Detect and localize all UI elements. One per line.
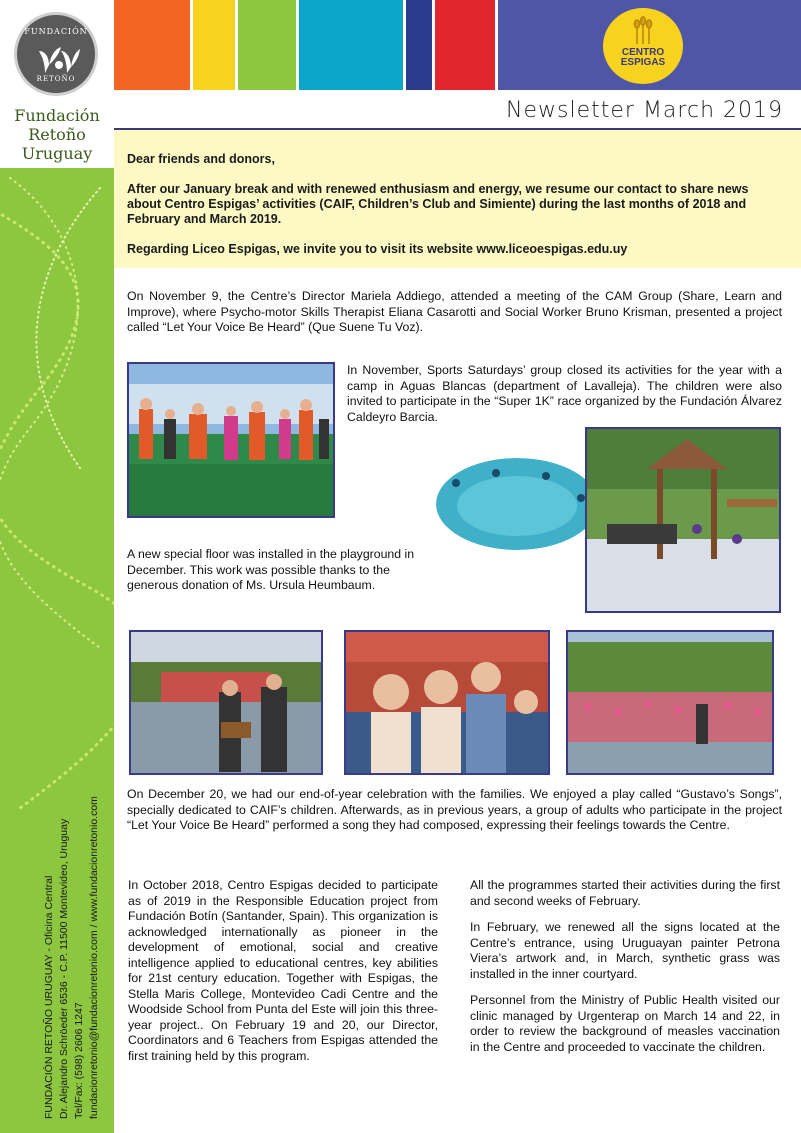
centro-espigas-logo [603, 8, 683, 84]
badge-label-line: ESPIGAS [620, 57, 666, 68]
photo-children-circle [127, 362, 335, 518]
logo-text-bottom: RETOÑO [36, 75, 76, 83]
badge-label-line: CENTRO [621, 47, 665, 58]
header-bar-red [435, 0, 495, 90]
photo-playground-floor [436, 458, 598, 550]
header-bar-navy [406, 0, 432, 90]
header-bar-orange [114, 0, 190, 90]
org-name-line: Uruguay [21, 144, 93, 163]
intro-box [114, 130, 801, 268]
sidebar [0, 0, 114, 1133]
photo-guests [344, 630, 550, 775]
logo-text-top: FUNDACIÓN [24, 27, 88, 36]
article-programmes-started: All the programmes started their activities during the first and second weeks of February. [470, 878, 780, 908]
contact-footer [12, 719, 102, 1119]
org-name-line: Fundación [14, 106, 100, 125]
badge-label [603, 48, 683, 68]
article-responsible-education: In October 2018, Centro Espigas decided to participate as of 2019 in the Responsible Education project from Fundación Botín (Santander, Spain). This organization is acknowledged internationally as pioneer in the development of emotional, social and creative intelligence applied to educational centres, key abilities for 21st century education. Together with Espigas, the Stella Maris College, Montevideo Cadi Centre and the Woodside School from Punta del Este will join this three-year project.. On February 19 and 20, our Director, Coordinators and 6 Teachers from Espigas attended the first training held by this program. [128, 878, 438, 1063]
sprout-icon [37, 39, 81, 75]
article-cam-meeting: On November 9, the Centre’s Director Mariela Addiego, attended a meeting of the CAM Group (Share, Learn and Improve), where Psycho-motor Skills Therapist Eliana Casarotti and Social Worker Bruno Krisman, presented a project called “Let Your Voice Be Heard” (Que Suene Tu Voz). [127, 289, 782, 334]
header-bar-green [238, 0, 296, 90]
header-bar-yellow [193, 0, 235, 90]
footer-line: fundacionretonio@fundacionretonio.com / www.fundacionretonio.com [88, 796, 100, 1119]
fundacion-retono-logo [14, 12, 98, 96]
header-bar-cyan [299, 0, 403, 90]
intro-paragraph: After our January break and with renewed enthusiasm and energy, we resume our contact to share news about Centro Espigas’ activities (CAIF, Children’s Club and Simiente) during the last months of 2018 and February and March 2019. [127, 182, 749, 226]
article-health-visit: Personnel from the Ministry of Public Health visited our clinic managed by Urgenterap on March 14 and 22, in order to review the background of measles vaccination in the Centre and proceeded to vaccinate the children. [470, 993, 780, 1054]
article-sports-saturdays: In November, Sports Saturdays’ group closed its activities for the year with a camp in Aguas Blancas (department of Lavalleja). The children were also invited to participate in the “Super 1K” race organized by the Fundación Álvarez Caldeyro Barcia. [347, 363, 782, 424]
footer-line: Dr. Alejandro Schröeder 6536 - C.P. 11500 Montevideo, Uruguay [58, 818, 70, 1119]
footer-line: FUNDACIÓN RETOÑO URUGUAY - Oficina Central [43, 875, 55, 1119]
greeting: Dear friends and donors, [127, 152, 275, 166]
article-playground-floor: A new special floor was installed in the playground in December. This work was possible thanks to the generous donation of Ms. Ursula Heumbaum. [127, 547, 415, 592]
photo-playground-structure [585, 427, 781, 613]
photo-guitar-performance [129, 630, 323, 775]
footer-line: Tel/Fax: (598) 2606 1247 [73, 1002, 85, 1119]
intro-paragraph: Regarding Liceo Espigas, we invite you to visit its website www.liceoespigas.edu.uy [127, 242, 628, 256]
wheat-icon [631, 14, 655, 46]
article-year-end: On December 20, we had our end-of-year celebration with the families. We enjoyed a play called “Gustavo’s Songs”, specially dedicated to CAIF’s children. Afterwards, as in previous years, a group of adults who participate in the project “Let Your Voice Be Heard” performed a song they had composed, expressing their feelings towards the Centre. [127, 787, 782, 832]
newsletter-title: Newsletter March 2019 [506, 98, 783, 123]
article-signs-renewed: In February, we renewed all the signs located at the Centre’s entrance, using Uruguayan painter Petrona Viera’s artwork and, in March, synthetic grass was installed in the inner courtyard. [470, 920, 780, 981]
organization-name [4, 106, 110, 163]
org-name-line: Retoño [28, 125, 86, 144]
photo-audience [566, 630, 774, 775]
